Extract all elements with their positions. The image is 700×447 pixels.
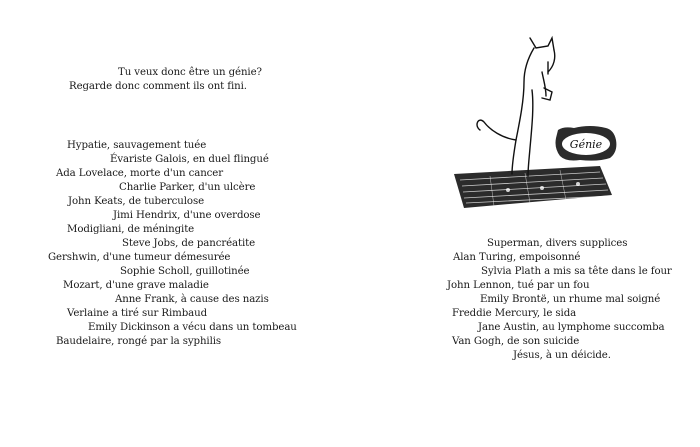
death-line: Sophie Scholl, guillotinée: [120, 266, 250, 277]
death-line: Alan Turing, empoisonné: [453, 252, 581, 263]
death-line: Jésus, à un déicide.: [513, 350, 611, 361]
death-line: Anne Frank, à cause des nazis: [115, 294, 269, 305]
death-line: Ada Lovelace, morte d'un cancer: [56, 168, 223, 179]
death-line: Baudelaire, rongé par la syphilis: [56, 336, 222, 347]
death-line: Emily Brontë, un rhume mal soigné: [480, 294, 661, 305]
death-line: Jane Austin, au lymphome succomba: [478, 322, 665, 333]
death-line: Steve Jobs, de pancréatite: [122, 238, 256, 249]
death-line: Charlie Parker, d'un ulcère: [119, 182, 256, 193]
sign-label: Génie: [569, 138, 603, 151]
death-line: John Keats, de tuberculose: [68, 196, 204, 207]
intro-line: Regarde donc comment ils ont fini.: [69, 81, 247, 92]
death-line: Jimi Hendrix, d'une overdose: [113, 210, 261, 221]
death-line: Van Gogh, de son suicide: [452, 336, 580, 347]
death-line: Gershwin, d'une tumeur démesurée: [48, 252, 231, 263]
right-page: [350, 0, 700, 447]
death-line: Mozart, d'une grave maladie: [63, 280, 209, 291]
death-line: Évariste Galois, en duel flingué: [110, 154, 269, 165]
death-line: Sylvia Plath a mis sa tête dans le four: [481, 266, 672, 277]
death-line: John Lennon, tué par un fou: [447, 280, 590, 291]
death-line: Hypatie, sauvagement tuée: [67, 140, 207, 151]
death-line: Verlaine a tiré sur Rimbaud: [67, 308, 208, 319]
pedestal-board: [454, 166, 612, 208]
death-line: Emily Dickinson a vécu dans un tombeau: [88, 322, 297, 333]
genius-sign: [556, 126, 617, 161]
cat-figure: [477, 38, 555, 176]
death-line: Modigliani, de méningite: [67, 224, 195, 235]
cat-genius-illustration: [450, 30, 620, 220]
intro-line: Tu veux donc être un génie?: [118, 67, 262, 78]
death-line: Freddie Mercury, le sida: [452, 308, 577, 319]
death-line: Superman, divers supplices: [487, 238, 628, 249]
